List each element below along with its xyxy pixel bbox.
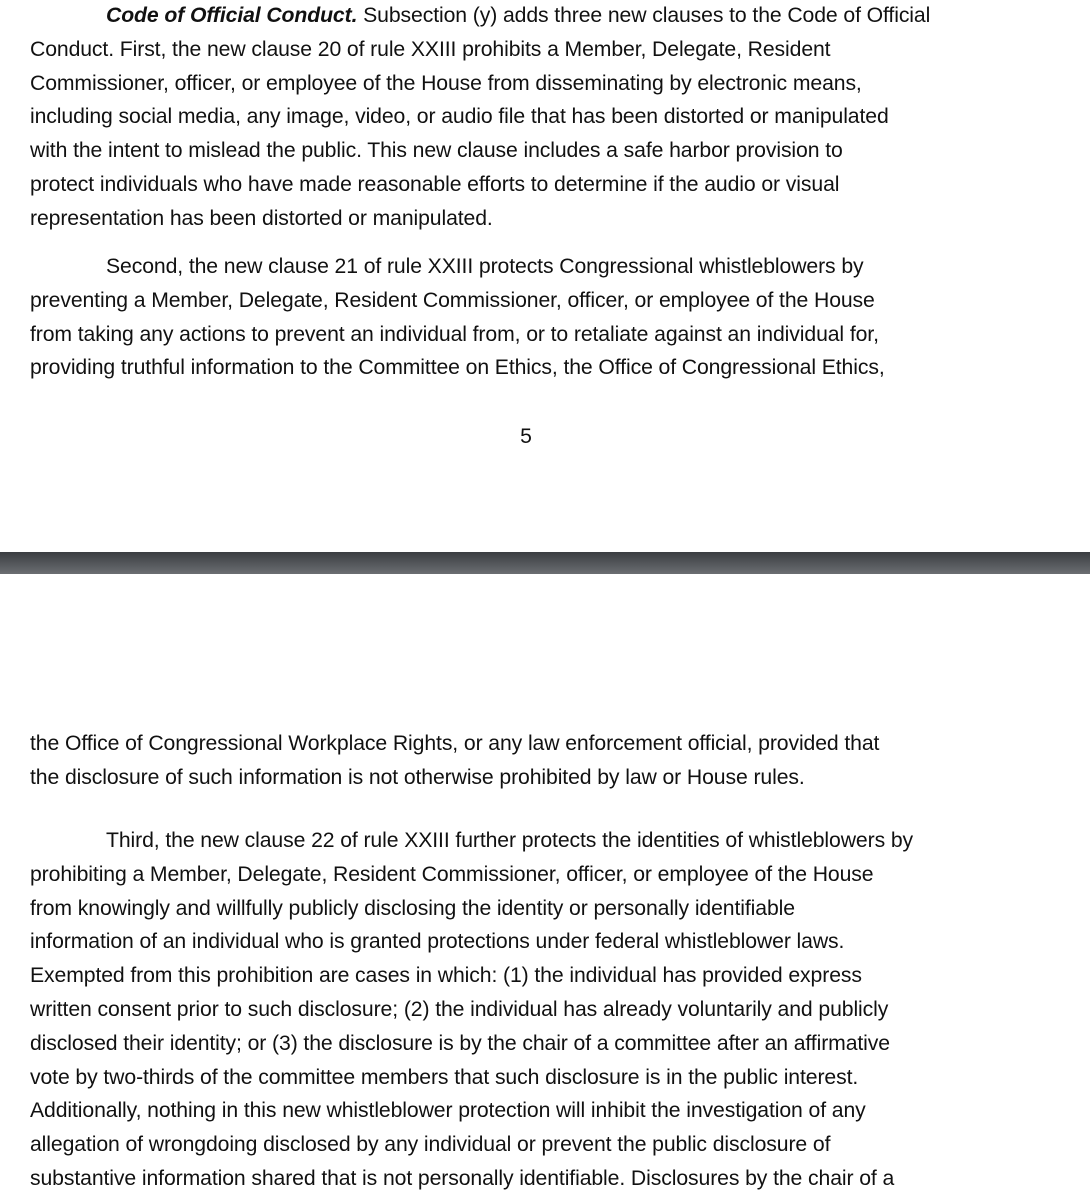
document-page-6 xyxy=(0,574,1090,1200)
text-line: information of an individual who is granted protections under federal whistleblower laws. xyxy=(30,930,845,954)
text-line: providing truthful information to the Committee on Ethics, the Office of Congressional Ethics, xyxy=(30,356,885,380)
text-line: substantive information shared that is not personally identifiable. Disclosures by the chair of a xyxy=(30,1166,895,1190)
text-line: representation has been distorted or manipulated. xyxy=(30,206,493,230)
paragraph-third-clause xyxy=(30,824,1080,1196)
text-line: Exempted from this prohibition are cases in which: (1) the individual has provided express xyxy=(30,964,862,988)
page-divider xyxy=(0,552,1090,574)
text-line: disclosed their identity; or (3) the disclosure is by the chair of a committee after an affirmative xyxy=(30,1031,890,1055)
paragraph-continued xyxy=(30,727,1080,795)
paragraph-code-of-official-conduct xyxy=(30,0,1080,236)
text-line: Second, the new clause 21 of rule XXIII protects Congressional whistleblowers by xyxy=(106,255,864,278)
text-line: Third, the new clause 22 of rule XXIII further protects the identities of whistleblowers by xyxy=(106,829,914,852)
text-line: prohibiting a Member, Delegate, Resident Commissioner, officer, or employee of the House xyxy=(30,862,874,886)
text-line: the disclosure of such information is not otherwise prohibited by law or House rules. xyxy=(30,765,805,789)
text-line: Additionally, nothing in this new whistleblower protection will inhibit the investigation of any xyxy=(30,1099,866,1123)
page-number: 5 xyxy=(520,425,532,448)
text-line: from knowingly and willfully publicly disclosing the identity or personally identifiable xyxy=(30,896,795,920)
text-line: including social media, any image, video, or audio file that has been distorted or manipulated xyxy=(30,105,889,129)
text-line: Conduct. First, the new clause 20 of rule XXIII prohibits a Member, Delegate, Resident xyxy=(30,37,831,61)
document-page-5 xyxy=(0,0,1090,552)
text-line: the Office of Congressional Workplace Rights, or any law enforcement official, provided that xyxy=(30,732,880,755)
text-line: protect individuals who have made reasonable efforts to determine if the audio or visual xyxy=(30,172,840,196)
text-line: written consent prior to such disclosure; (2) the individual has already voluntarily and publicly xyxy=(30,997,889,1021)
text-line: preventing a Member, Delegate, Resident Commissioner, officer, or employee of the House xyxy=(30,288,875,312)
section-heading: Code of Official Conduct. xyxy=(106,4,358,27)
text-line: with the intent to mislead the public. This new clause includes a safe harbor provision to xyxy=(30,139,843,163)
text-line: from taking any actions to prevent an individual from, or to retaliate against an individual for, xyxy=(30,322,879,346)
paragraph-second-clause xyxy=(30,250,1080,385)
text-line: allegation of wrongdoing disclosed by any individual or prevent the public disclosure of xyxy=(30,1133,831,1157)
text-line: Subsection (y) adds three new clauses to the Code of Official xyxy=(357,4,931,27)
text-line: vote by two-thirds of the committee members that such disclosure is in the public interest. xyxy=(30,1065,859,1089)
text-line: Commissioner, officer, or employee of the House from disseminating by electronic means, xyxy=(30,71,862,95)
